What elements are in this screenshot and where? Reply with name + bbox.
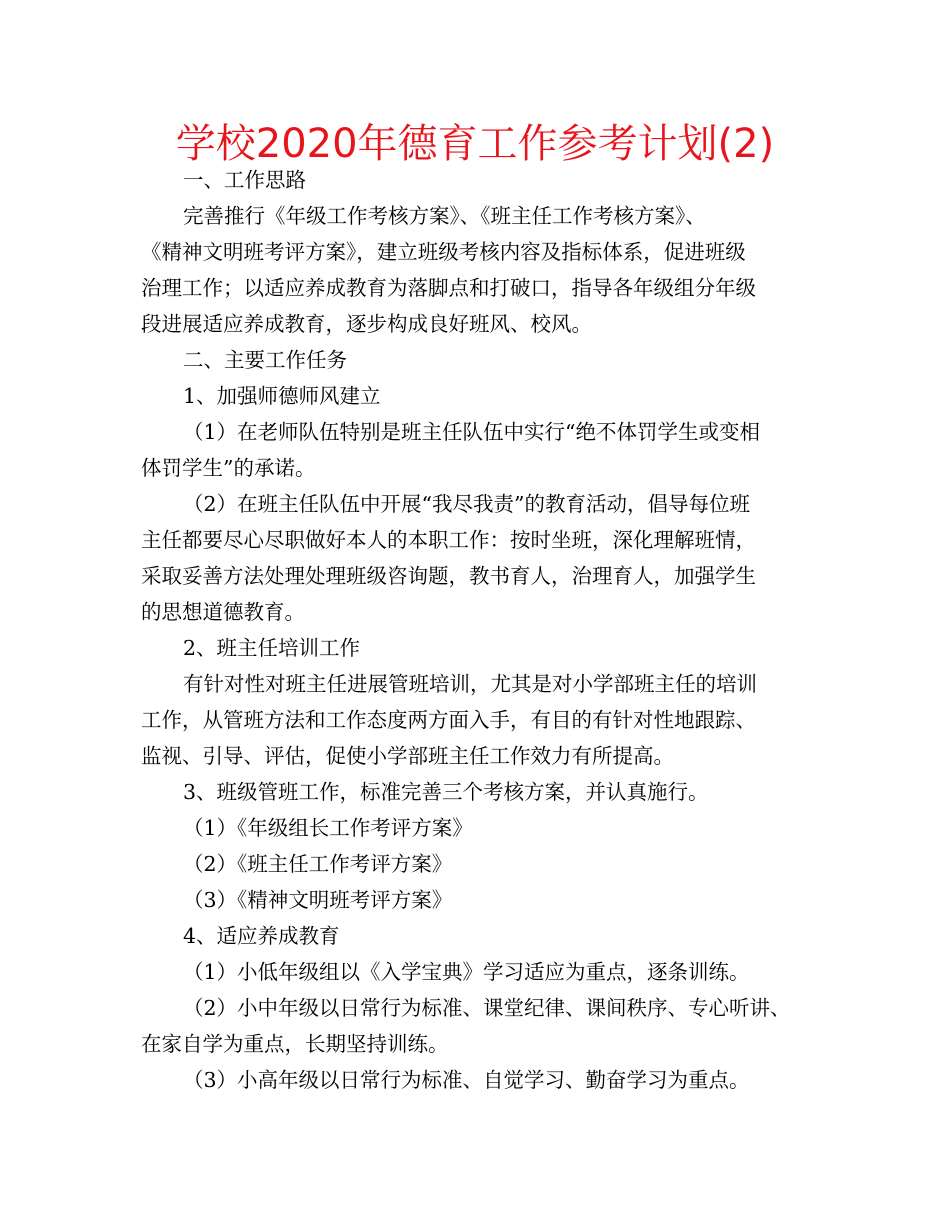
text-line: 有针对性对班主任进展管班培训，尤其是对小学部班主任的培训 bbox=[183, 672, 757, 696]
text-line: （2）在班主任队伍中开展“我尽我责”的教育活动，倡导每位班 bbox=[183, 492, 751, 516]
document-body bbox=[141, 162, 821, 1098]
text-line: 监视、引导、评估，促使小学部班主任工作效力有所提高。 bbox=[141, 744, 674, 768]
text-line: （2）小中年级以日常行为标准、课堂纪律、课间秩序、专心听讲、 bbox=[183, 996, 791, 1020]
text-line: 段进展适应养成教育，逐步构成良好班风、校风。 bbox=[141, 312, 592, 336]
text-line: 采取妥善方法处理处理班级咨询题，教书育人，治理育人，加强学生 bbox=[141, 564, 756, 588]
text-line: 治理工作；以适应养成教育为落脚点和打破口，指导各年级组分年级 bbox=[141, 276, 756, 300]
text-line: 《精神文明班考评方案》，建立班级考核内容及指标体系，促进班级 bbox=[141, 240, 746, 264]
text-line: （3）《精神文明班考评方案》 bbox=[183, 888, 453, 912]
text-line: （1）小低年级组以《入学宝典》学习适应为重点，逐条训练。 bbox=[183, 960, 750, 984]
text-line: 主任都要尽心尽职做好本人的本职工作：按时坐班，深化理解班情， bbox=[141, 528, 756, 552]
text-line: （2）《班主任工作考评方案》 bbox=[183, 852, 453, 876]
document-title: 学校2020年德育工作参考计划(2) bbox=[175, 121, 775, 167]
text-line: （1）在老师队伍特别是班主任队伍中实行“绝不体罚学生或变相 bbox=[183, 420, 761, 444]
text-line: 1、加强师德师风建立 bbox=[183, 384, 381, 408]
text-line: 3、班级管班工作，标准完善三个考核方案，并认真施行。 bbox=[183, 780, 709, 804]
text-line: 体罚学生”的承诺。 bbox=[141, 456, 316, 480]
text-line: （1）《年级组长工作考评方案》 bbox=[183, 816, 473, 840]
text-line: 2、班主任培训工作 bbox=[183, 636, 361, 660]
text-line: 在家自学为重点，长期坚持训练。 bbox=[141, 1032, 449, 1056]
text-line: 4、适应养成教育 bbox=[183, 924, 340, 948]
text-line: 工作，从管班方法和工作态度两方面入手，有目的有针对性地跟踪、 bbox=[141, 708, 756, 732]
text-line: （3）小高年级以日常行为标准、自觉学习、勤奋学习为重点。 bbox=[183, 1068, 750, 1092]
text-line: 二、主要工作任务 bbox=[183, 348, 347, 372]
text-line: 完善推行《年级工作考核方案》、《班主任工作考核方案》、 bbox=[183, 204, 706, 228]
text-line: 的思想道德教育。 bbox=[141, 600, 305, 624]
text-line: 一、工作思路 bbox=[183, 168, 306, 192]
